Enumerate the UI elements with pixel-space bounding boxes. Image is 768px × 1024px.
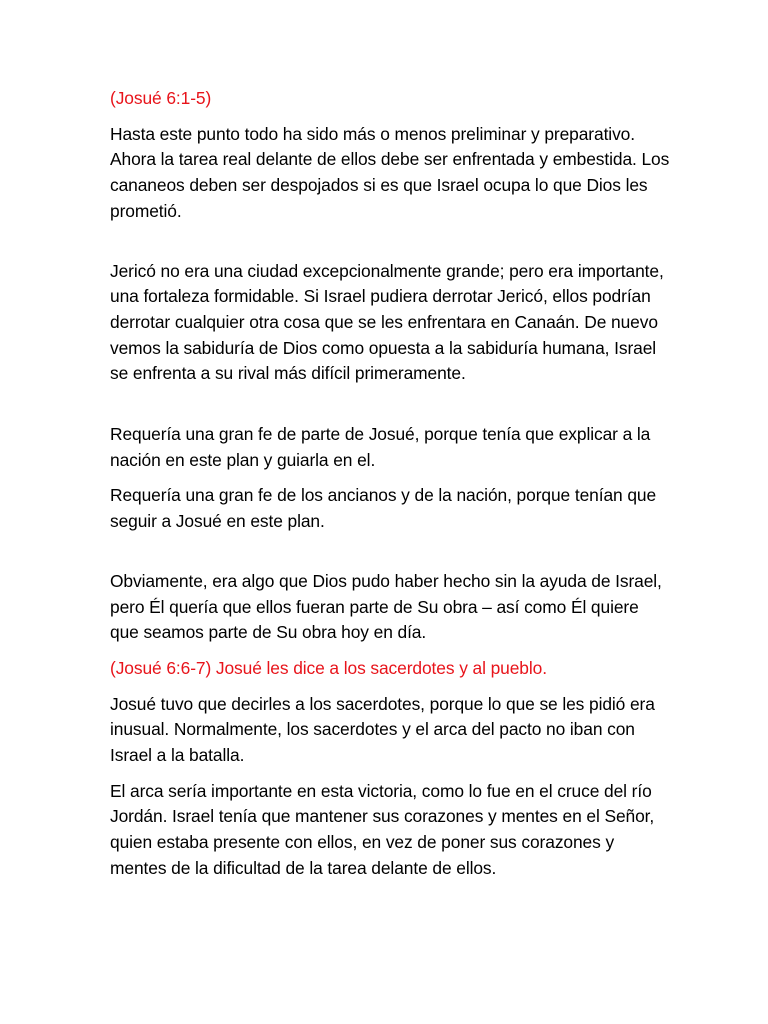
paragraph-obviamente: Obviamente, era algo que Dios pudo haber hecho sin la ayuda de Israel, pero Él quería que ellos fueran parte de Su obra – así como Él quiere que seamos parte de Su obra hoy en día. bbox=[110, 570, 662, 643]
scripture-reference-josue-6-1-5: (Josué 6:1-5) bbox=[110, 88, 212, 108]
paragraph-fe-ancianos: Requería una gran fe de los ancianos y de la nación, porque tenían que seguir a Josué en este plan. bbox=[110, 485, 657, 532]
scripture-reference-josue-6-6-7: (Josué 6:6-7) Josué les dice a los sacerdotes y al pueblo. bbox=[110, 657, 547, 678]
document-page bbox=[110, 86, 670, 882]
paragraph-sacerdotes: Josué tuvo que decirles a los sacerdotes, porque lo que se les pidió era inusual. Normalmente, los sacerdotes y el arca del pacto no iban con Israel a la batalla. bbox=[110, 693, 655, 766]
paragraph-preliminar: Hasta este punto todo ha sido más o menos preliminar y preparativo. Ahora la tarea real delante de ellos debe ser enfrentada y embestida. Los cananeos deben ser despojados si es que Israel ocupa lo que Dios les prometió. bbox=[110, 123, 670, 221]
paragraph-jerico: Jericó no era una ciudad excepcionalmente grande; pero era importante, una fortaleza formidable. Si Israel pudiera derrotar Jericó, ellos podrían derrotar cualquier otra cosa que se les enfrentara en Canaán. De nuevo vemos la sabiduría de Dios como opuesta a la sabiduría humana, Israel se enfrenta a su rival más difícil primeramente. bbox=[110, 260, 664, 384]
paragraph-arca: El arca sería importante en esta victoria, como lo fue en el cruce del río Jordán. Israel tenía que mantener sus corazones y mentes en el Señor, quien estaba presente con ellos, en vez de poner sus corazones y mentes de la dificultad de la tarea delante de ellos. bbox=[110, 780, 655, 878]
paragraph-fe-josue: Requería una gran fe de parte de Josué, porque tenía que explicar a la nación en este plan y guiarla en el. bbox=[110, 424, 651, 470]
